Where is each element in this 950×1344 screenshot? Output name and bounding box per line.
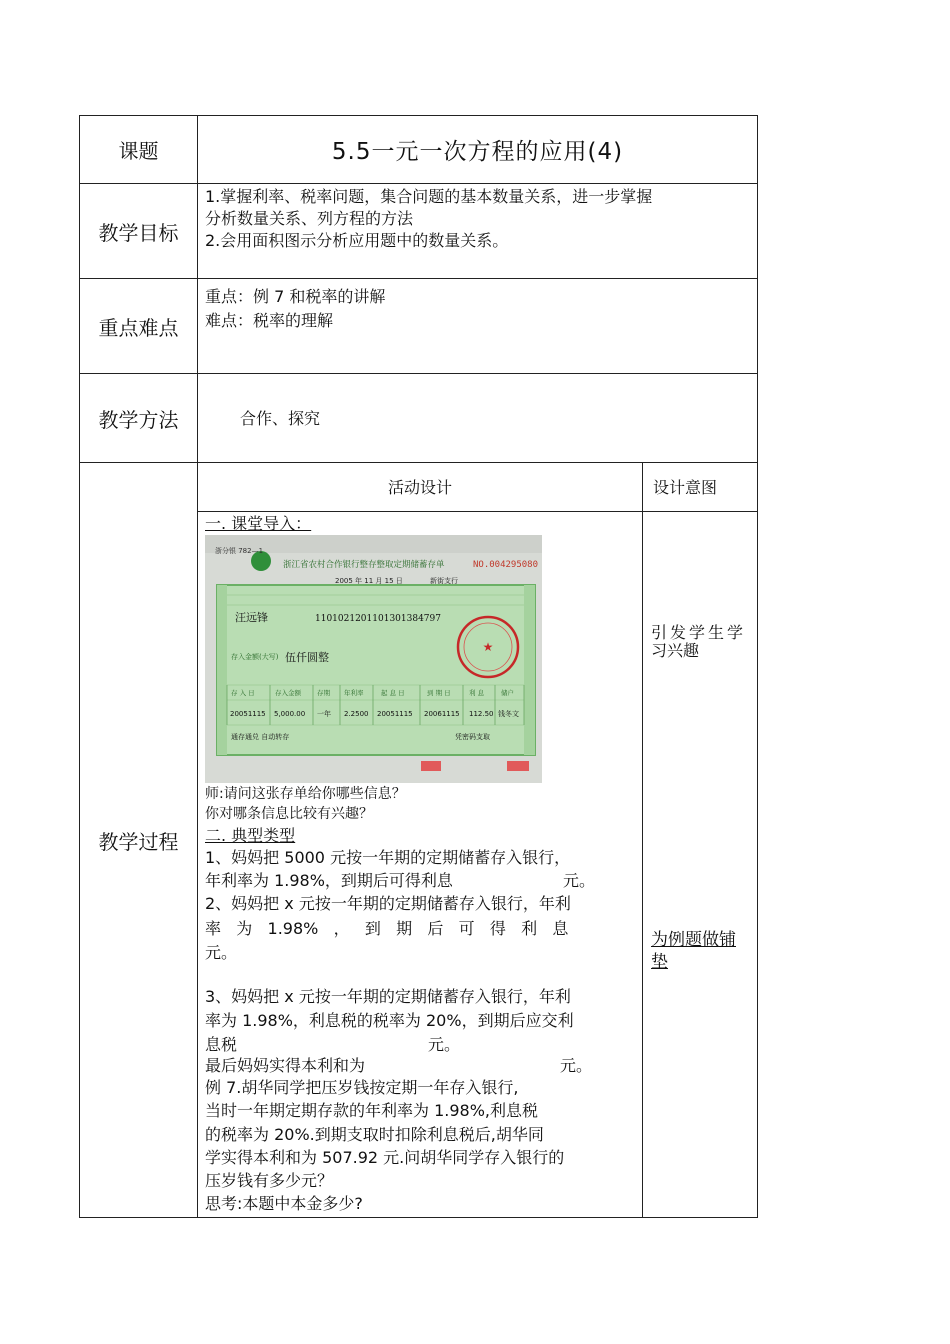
example-line: 例 7.胡华同学把压岁钱按定期一年存入银行, (205, 1078, 519, 1097)
problem-line: 元。 (563, 871, 596, 890)
problem-line: 元。 (560, 1056, 593, 1075)
receipt-amount-label: 存入金额(大写) (231, 653, 279, 661)
section-heading: 一. 课堂导入： (205, 514, 312, 533)
receipt-column-header: 存 入 日 (231, 689, 255, 697)
teacher-question: 师:请问这张存单给你哪些信息？ (205, 786, 406, 802)
receipt-cell: 5,000.00 (274, 710, 306, 718)
header-design-intent: 设计意图 (653, 478, 718, 497)
table-divider (197, 511, 758, 512)
receipt-cell: 20051115 (230, 710, 266, 718)
receipt-branch: 新街支行 (430, 577, 458, 585)
goal-line: 2.会用面积图示分析应用题中的数量关系。 (205, 231, 509, 250)
receipt-amount-words: 伍仟圆整 (285, 651, 329, 664)
label-method: 教学方法 (98, 407, 179, 432)
receipt-serial-number: NO.004295080 (473, 560, 539, 570)
receipt-column-header: 存期 (317, 689, 330, 697)
example-line: 思考:本题中本金多少? (205, 1194, 363, 1213)
header-activity-design: 活动设计 (387, 478, 452, 497)
problem-line: 3、妈妈把 x 元按一年期的定期储蓄存入银行，年利 (205, 987, 571, 1006)
receipt-depositor-name: 汪远锋 (235, 611, 268, 624)
receipt-column-header: 利 息 (469, 689, 485, 697)
key-point: 重点：例 7 和税率的讲解 (205, 287, 386, 306)
example-line: 压岁钱有多少元？ (205, 1171, 334, 1190)
deposit-receipt-image (205, 535, 542, 783)
problem-line: 年利率为 1.98%，到期后可得利息 (205, 871, 453, 890)
receipt-cell: 一年 (317, 710, 331, 718)
receipt-column-header: 存入金额 (275, 689, 301, 697)
receipt-account-number: 1101021201101301384797 (315, 614, 441, 624)
receipt-column-header: 储户 (501, 689, 514, 697)
problem-line: 元。 (428, 1035, 461, 1054)
receipt-cell: 112.50 (469, 710, 494, 718)
receipt-cell: 钱冬文 (498, 710, 519, 718)
teaching-method: 合作、探究 (240, 409, 321, 428)
label-key-points: 重点难点 (98, 315, 179, 340)
table-border-bottom (79, 1217, 758, 1218)
problem-line: 率 为 1.98% ， 到 期 后 可 得 利 息 (205, 919, 569, 938)
table-border-right (757, 115, 758, 1218)
problem-line: 1、妈妈把 5000 元按一年期的定期储蓄存入银行， (205, 848, 571, 867)
table-divider (642, 462, 643, 1218)
example-line: 学实得本利和为 507.92 元.问胡华同学存入银行的 (205, 1148, 565, 1167)
receipt-column-header: 起 息 日 (381, 689, 405, 697)
receipt-cell: 20061115 (424, 710, 460, 718)
label-process: 教学过程 (98, 829, 179, 854)
problem-line: 2、妈妈把 x 元按一年期的定期储蓄存入银行，年利 (205, 894, 571, 913)
difficult-point: 难点：税率的理解 (205, 311, 334, 330)
design-intent: 垫 (651, 952, 668, 972)
example-line: 的税率为 20%.到期支取时扣除利息税后,胡华同 (205, 1125, 544, 1144)
design-intent: 习兴趣 (651, 641, 700, 660)
table-divider (197, 115, 198, 1218)
problem-line: 息税 (205, 1035, 238, 1054)
receipt-footer-left: 通存通兑 自动转存 (231, 733, 290, 741)
receipt-bank-name: 浙江省农村合作银行整存整取定期储蓄存单 (283, 560, 445, 570)
goal-line: 1.掌握利率、税率问题，集合问题的基本数量关系，进一步掌握 (205, 187, 653, 206)
receipt-column-header: 到 期 日 (427, 689, 451, 697)
receipt-cell: 2.2500 (344, 710, 369, 718)
section-heading: 二. 典型类型 (205, 826, 296, 845)
receipt-cell: 20051115 (377, 710, 413, 718)
teacher-question: 你对哪条信息比较有兴趣？ (205, 806, 373, 822)
problem-line: 率为 1.98%，利息税的税率为 20%，到期后应交利 (205, 1011, 574, 1030)
svg-text:★: ★ (482, 640, 494, 654)
receipt-column-header: 年利率 (344, 689, 364, 697)
receipt-date: 2005 年 11 月 15 日 (335, 577, 403, 585)
goal-line: 分析数量关系、列方程的方法 (205, 209, 414, 228)
receipt-footer-right: 凭密码支取 (455, 733, 490, 741)
problem-line: 最后妈妈实得本利和为 (205, 1056, 366, 1075)
page-title: 5.5一元一次方程的应用(4) (331, 139, 624, 165)
design-intent: 引发学生学 (651, 623, 747, 642)
label-topic: 课题 (118, 139, 159, 163)
label-goals: 教学目标 (98, 220, 179, 245)
problem-line: 元。 (205, 943, 238, 962)
example-line: 当时一年期定期存款的年利率为 1.98%,利息税 (205, 1101, 539, 1120)
design-intent: 为例题做铺 (651, 930, 736, 950)
receipt-form-no: 浙分银 782—1 (215, 547, 264, 555)
